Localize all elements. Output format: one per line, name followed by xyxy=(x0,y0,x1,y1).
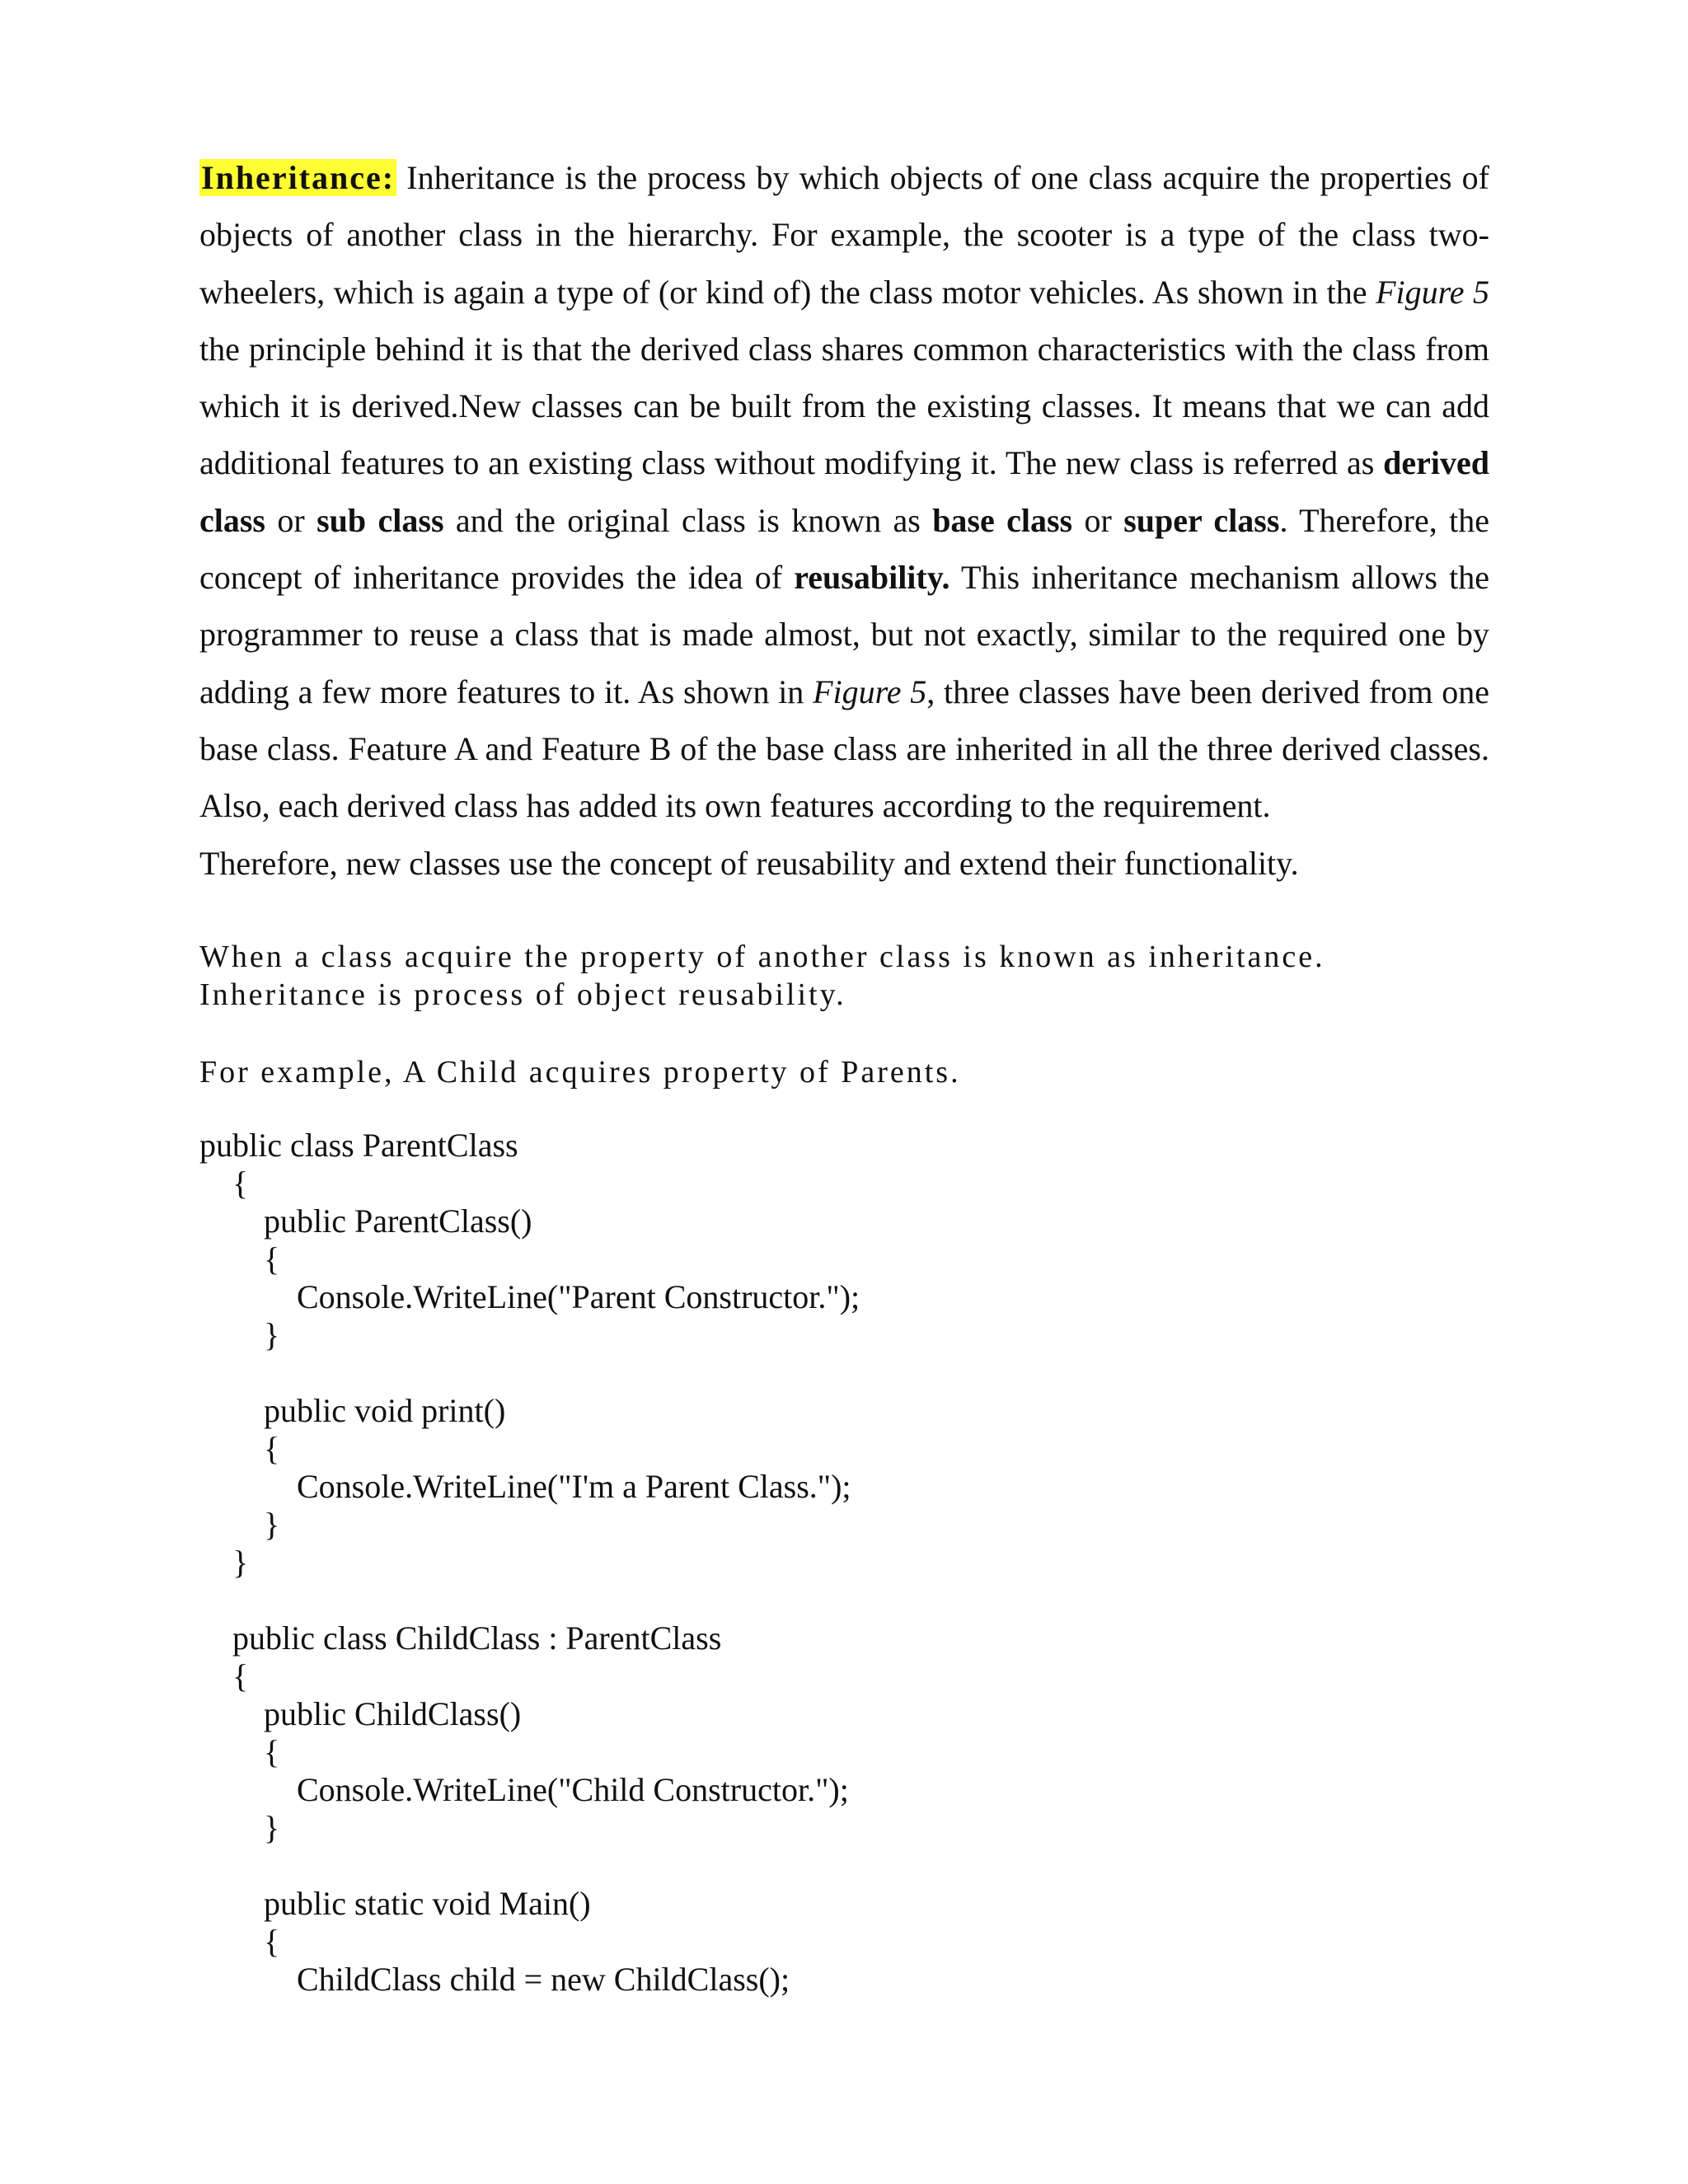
code-line: { xyxy=(264,1733,280,1770)
example-line xyxy=(199,1053,1518,1091)
code-line: { xyxy=(264,1240,280,1277)
figure-reference: Figure 5 xyxy=(813,673,927,710)
paragraph-text: Inheritance is the process by which objects of one class acquire the properties of objects of another class in the hierarchy. For example, the scooter is a type of the class two-wheelers, which is again a type of (or kind of) the class motor vehicles. As shown in the xyxy=(199,159,1489,311)
term-sub-class: sub class xyxy=(316,501,444,539)
inheritance-heading: Inheritance: xyxy=(201,159,396,196)
code-line: } xyxy=(264,1506,280,1543)
term-base-class: base class xyxy=(932,501,1073,539)
paragraph-text: . Therefore, the concept of inheritance provides the idea of xyxy=(199,501,1489,597)
code-line: public class ChildClass : ParentClass xyxy=(232,1619,722,1657)
paragraph-text: or xyxy=(265,501,317,539)
term-super-class: super class xyxy=(1123,501,1280,539)
figure-reference: Figure 5 xyxy=(1376,273,1489,311)
code-line: } xyxy=(264,1316,280,1353)
code-line: ChildClass child = new ChildClass(); xyxy=(297,1961,790,1998)
code-line: Console.WriteLine("Child Constructor."); xyxy=(297,1771,849,1808)
code-line: { xyxy=(232,1165,249,1202)
code-line: } xyxy=(232,1544,249,1581)
code-line: Console.WriteLine("Parent Constructor."); xyxy=(297,1278,860,1315)
code-line: public static void Main() xyxy=(264,1885,591,1922)
code-line: { xyxy=(264,1923,280,1960)
code-line: } xyxy=(264,1809,280,1846)
code-line: Console.WriteLine("I'm a Parent Class."); xyxy=(297,1468,851,1505)
summary-block xyxy=(199,938,1518,1014)
example-text: For example, A Child acquires property of Parents. xyxy=(199,1055,961,1090)
code-line: public class ParentClass xyxy=(199,1127,518,1164)
paragraph-body xyxy=(199,149,1489,835)
inheritance-paragraph xyxy=(199,149,1489,892)
paragraph-text: This inheritance mechanism allows the programmer to reuse a class that is made almost, but not exactly, similar to the required one by adding a few more features to it. As shown in xyxy=(199,559,1489,710)
summary-line: Inheritance is process of object reusability. xyxy=(199,977,846,1012)
code-line: { xyxy=(264,1430,280,1467)
paragraph-text: and the original class is known as xyxy=(443,501,933,539)
code-line: { xyxy=(232,1657,249,1694)
paragraph-conclusion: Therefore, new classes use the concept of reusability and extend their functionality. xyxy=(199,844,1299,882)
paragraph-text: , three classes have been derived from one base class. Feature A and Feature B of the base class are inherited in all the three derived classes. Also, each derived class has added its own features according to the requirement. xyxy=(199,673,1489,825)
code-line: public ChildClass() xyxy=(264,1695,522,1732)
code-line: public void print() xyxy=(264,1392,506,1429)
term-derived-class: derived class xyxy=(199,444,1489,539)
code-listing xyxy=(199,1127,860,1998)
paragraph-text: or xyxy=(1072,501,1124,539)
term-reusability: reusability. xyxy=(794,559,950,597)
summary-line: When a class acquire the property of another class is known as inheritance. xyxy=(199,940,1325,974)
paragraph-text: the principle behind it is that the derived class shares common characteristics with the class from which it is derived.New classes can be built from the existing classes. It means that we can add additional features to an existing class without modifying it. The new class is referred as xyxy=(199,330,1489,482)
code-line: public ParentClass() xyxy=(264,1202,532,1240)
